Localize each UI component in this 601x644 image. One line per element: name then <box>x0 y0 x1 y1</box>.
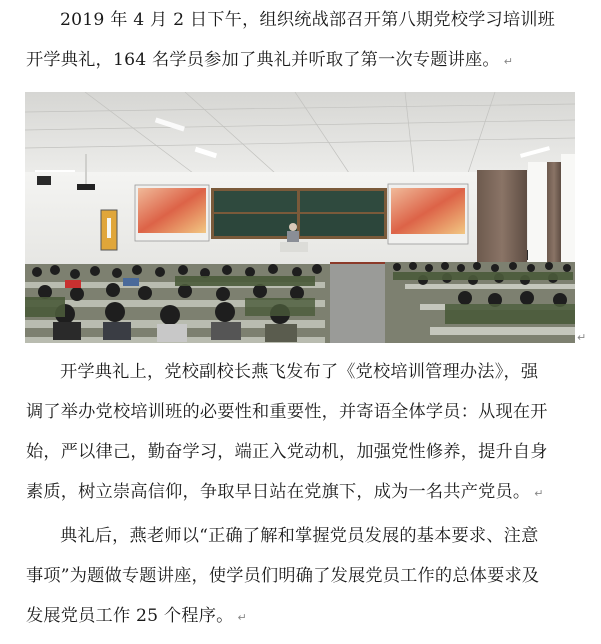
paragraph-3 <box>26 516 581 636</box>
text: 事项”为题做专题讲座，使学员们明确了发展党员工作的总体要求及 <box>26 566 540 586</box>
paragraph-mark-icon: ↵ <box>534 487 544 500</box>
text: 开学典礼上，党校副校长燕飞发布了《党校培训管理办法》，强 <box>60 362 539 382</box>
paragraph-line <box>26 40 581 80</box>
paragraph-line <box>26 556 581 596</box>
text: 发展党员工作 25 个程序。 <box>26 606 234 626</box>
paragraph-line <box>26 432 581 472</box>
paragraph-line <box>26 392 581 432</box>
paragraph-mark-icon: ↵ <box>503 55 514 68</box>
text: 调了举办党校培训班的必要性和重要性，并寄语全体学员：从现在开 <box>26 402 548 422</box>
paragraph-line <box>26 516 581 556</box>
text: 典礼后，燕老师以“正确了解和掌握党员发展的基本要求、注意 <box>60 526 539 546</box>
paragraph-line <box>26 472 581 512</box>
paragraph-1 <box>26 0 581 80</box>
paragraph-2 <box>26 352 581 512</box>
paragraph-mark-icon: ↵ <box>237 611 247 624</box>
text: 始，严以律己，勤奋学习，端正入党动机，加强党性修养，提升自身 <box>26 442 548 462</box>
paragraph-mark-icon: ↵ <box>577 331 587 344</box>
classroom-photo <box>25 92 575 343</box>
text: 开学典礼，164 名学员参加了典礼并听取了第一次专题讲座。 <box>26 50 500 70</box>
paragraph-line <box>26 0 581 40</box>
text: 2019 年 4 月 2 日下午，组织统战部召开第八期党校学习培训班 <box>60 10 556 30</box>
text: 素质，树立崇高信仰，争取早日站在党旗下，成为一名共产党员。 <box>26 482 531 502</box>
paragraph-line <box>26 596 581 636</box>
paragraph-line <box>26 352 581 392</box>
